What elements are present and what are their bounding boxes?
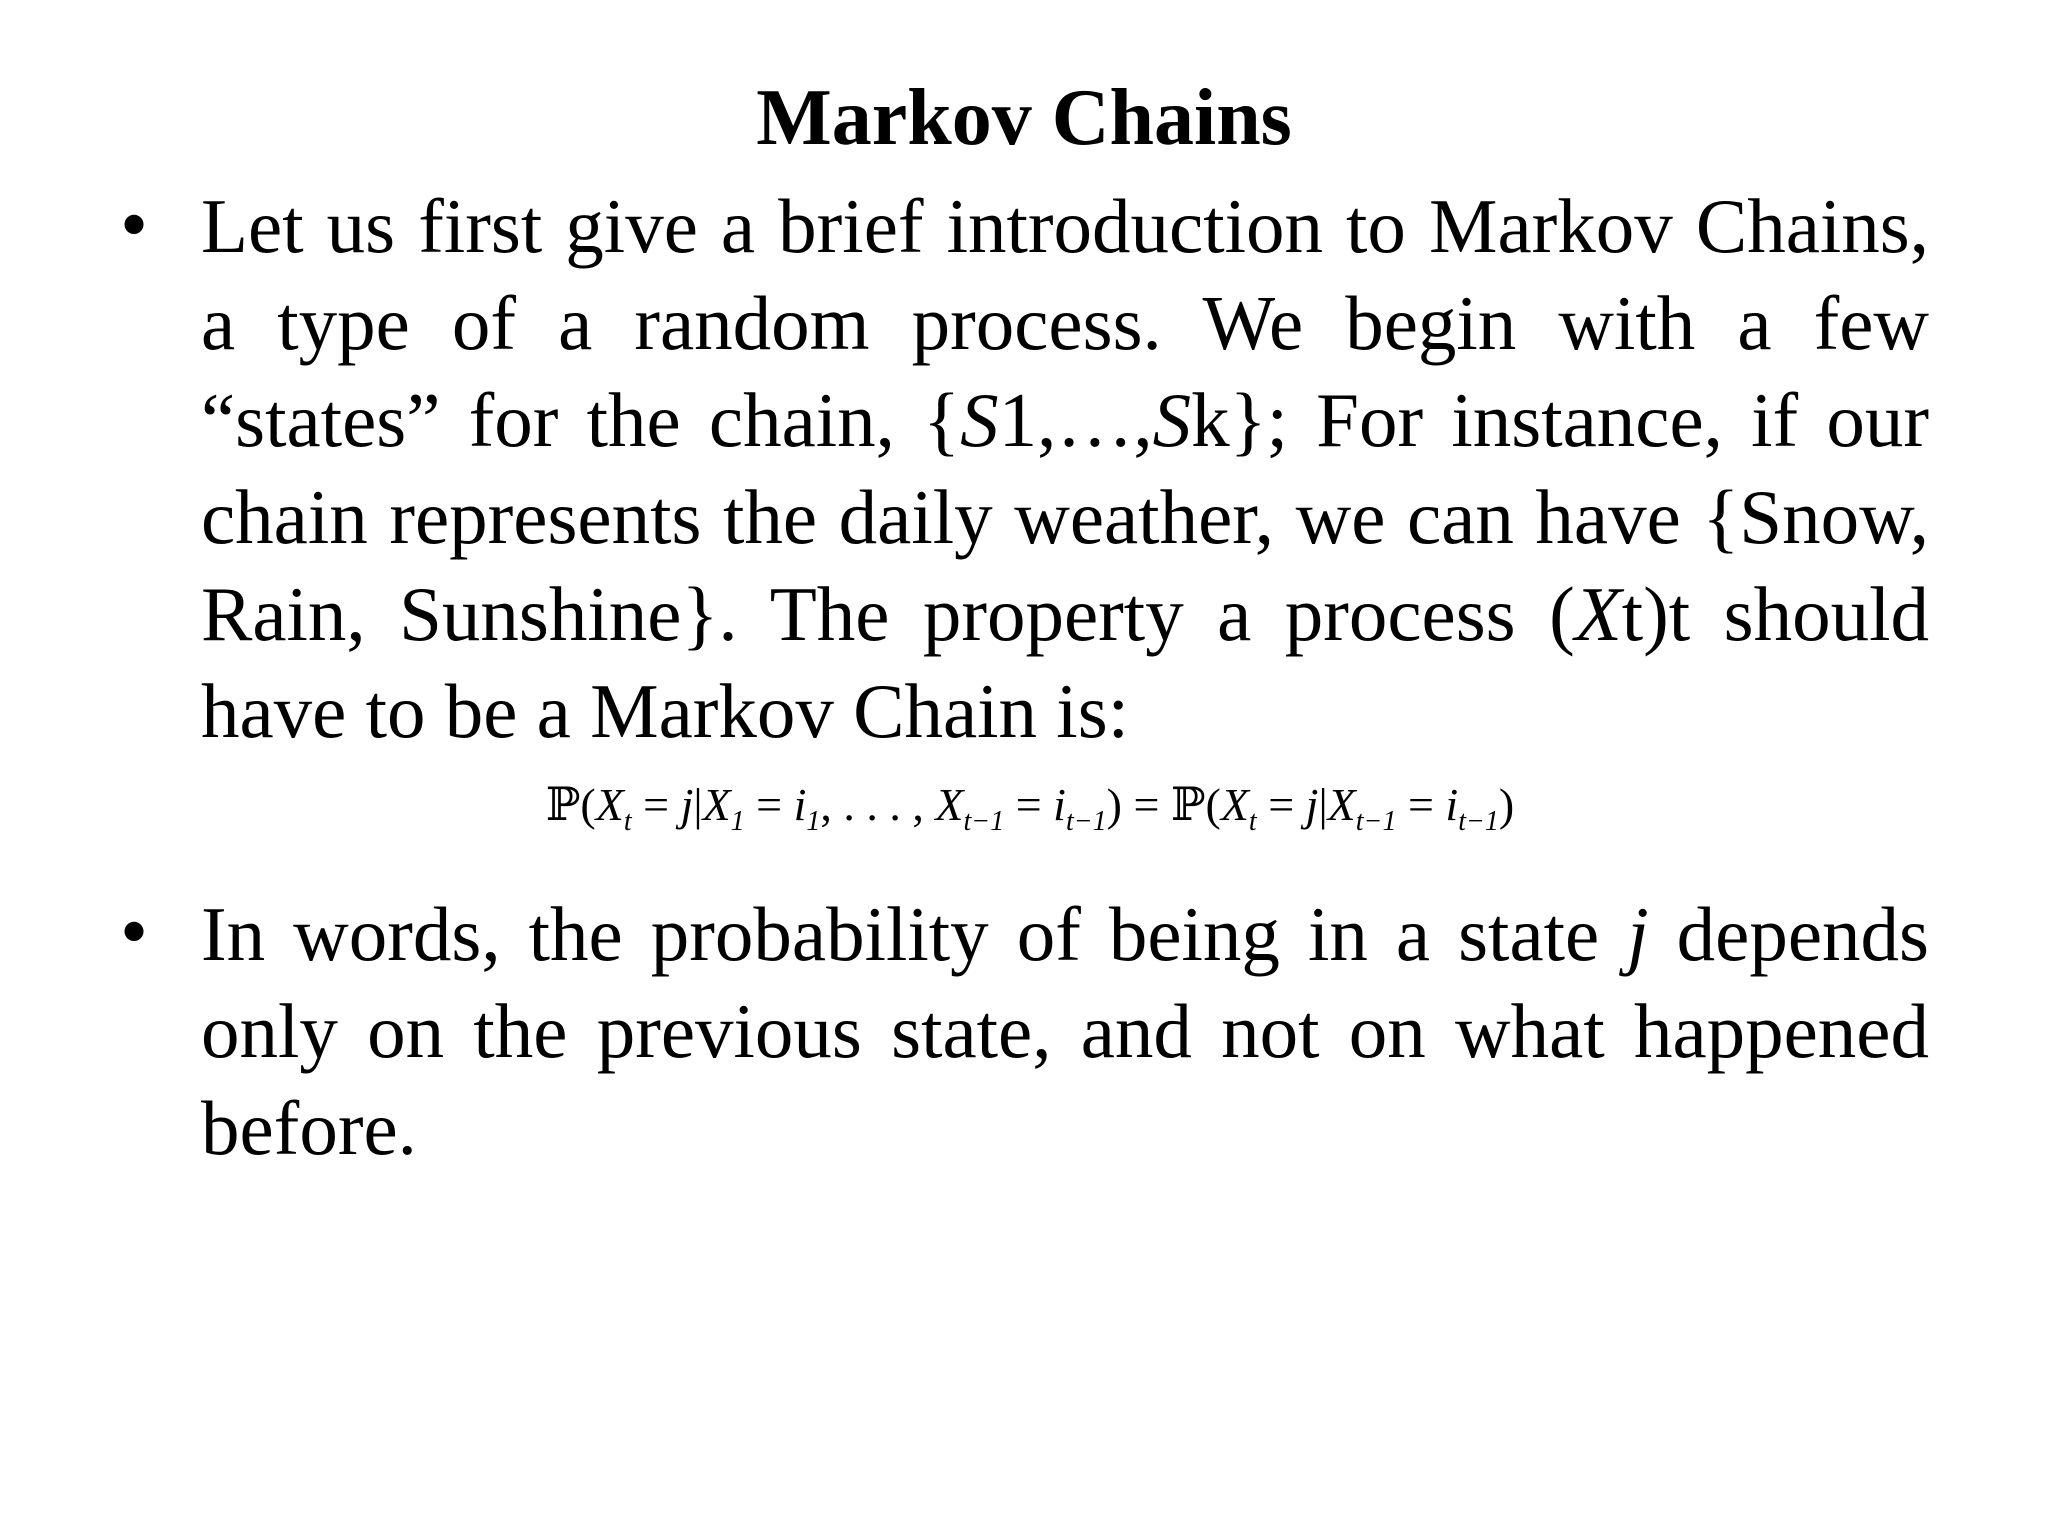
formula-symbol: = xyxy=(631,779,681,830)
formula-variable: X xyxy=(1220,779,1249,830)
slide-title: Markov Chains xyxy=(756,74,1292,162)
text-segment: In words, the probability of being in a state xyxy=(201,891,1628,977)
formula-symbol: = xyxy=(744,779,794,830)
formula-symbol: = xyxy=(1004,779,1054,830)
bullet-paragraph-in-words xyxy=(201,886,1929,1177)
text-segment: k}; For instance, if our chain represents the daily weather, we can have {Snow, Rain, Sunshine}. The property a process ( xyxy=(201,377,1929,657)
formula-symbol: ℙ xyxy=(545,779,581,830)
formula-subscript: 1 xyxy=(806,806,821,837)
formula-variable: X xyxy=(595,779,624,830)
bullet-marker: • xyxy=(120,181,149,269)
formula-variable: X xyxy=(935,779,964,830)
text-segment: t)t should have to be a Markov Chain is: xyxy=(201,571,1929,754)
text-segment: depends only on the previous state, and not on what happened before. xyxy=(201,891,1929,1171)
formula-subscript: 1 xyxy=(730,806,745,837)
formula-symbol: = xyxy=(1256,779,1306,830)
formula-variable: X xyxy=(1327,779,1356,830)
formula-variable: j xyxy=(680,779,694,830)
math-variable: S xyxy=(1152,377,1192,463)
formula-subscript: t−1 xyxy=(1355,806,1397,837)
formula-subscript: t−1 xyxy=(1458,806,1499,837)
formula-symbol: = xyxy=(1396,779,1446,830)
bullet-marker: • xyxy=(120,888,149,976)
formula-symbol: ) = xyxy=(1106,779,1171,830)
formula-variable: X xyxy=(702,779,731,830)
math-variable: j xyxy=(1627,891,1649,977)
formula-variable: i xyxy=(793,779,807,830)
formula-symbol: | xyxy=(1318,779,1328,830)
formula-symbol: ) xyxy=(1498,779,1515,830)
formula-subscript: t xyxy=(623,806,632,837)
formula-variable: i xyxy=(1445,779,1459,830)
formula-symbol: ( xyxy=(580,779,596,830)
text-segment: 1,…, xyxy=(998,377,1153,463)
formula-variable: i xyxy=(1053,779,1066,830)
formula-symbol: , . . . , xyxy=(820,779,936,830)
formula-symbol: ( xyxy=(1205,779,1221,830)
bullet-paragraph-markov-intro xyxy=(201,178,1929,760)
formula-variable: j xyxy=(1305,779,1319,830)
formula-subscript: t−1 xyxy=(963,806,1005,837)
math-variable: S xyxy=(960,377,999,463)
formula-subscript: t xyxy=(1248,806,1257,837)
math-variable: X xyxy=(1574,571,1622,657)
markov-property-formula xyxy=(400,770,1660,840)
text-segment: Let us first give a brief introduction to Markov Chains, a type of a random process. We begin with a few “states” for the chain, { xyxy=(201,183,1929,463)
formula-subscript: t−1 xyxy=(1065,806,1107,837)
formula-symbol: ℙ xyxy=(1170,779,1206,830)
formula-symbol: | xyxy=(693,779,703,830)
